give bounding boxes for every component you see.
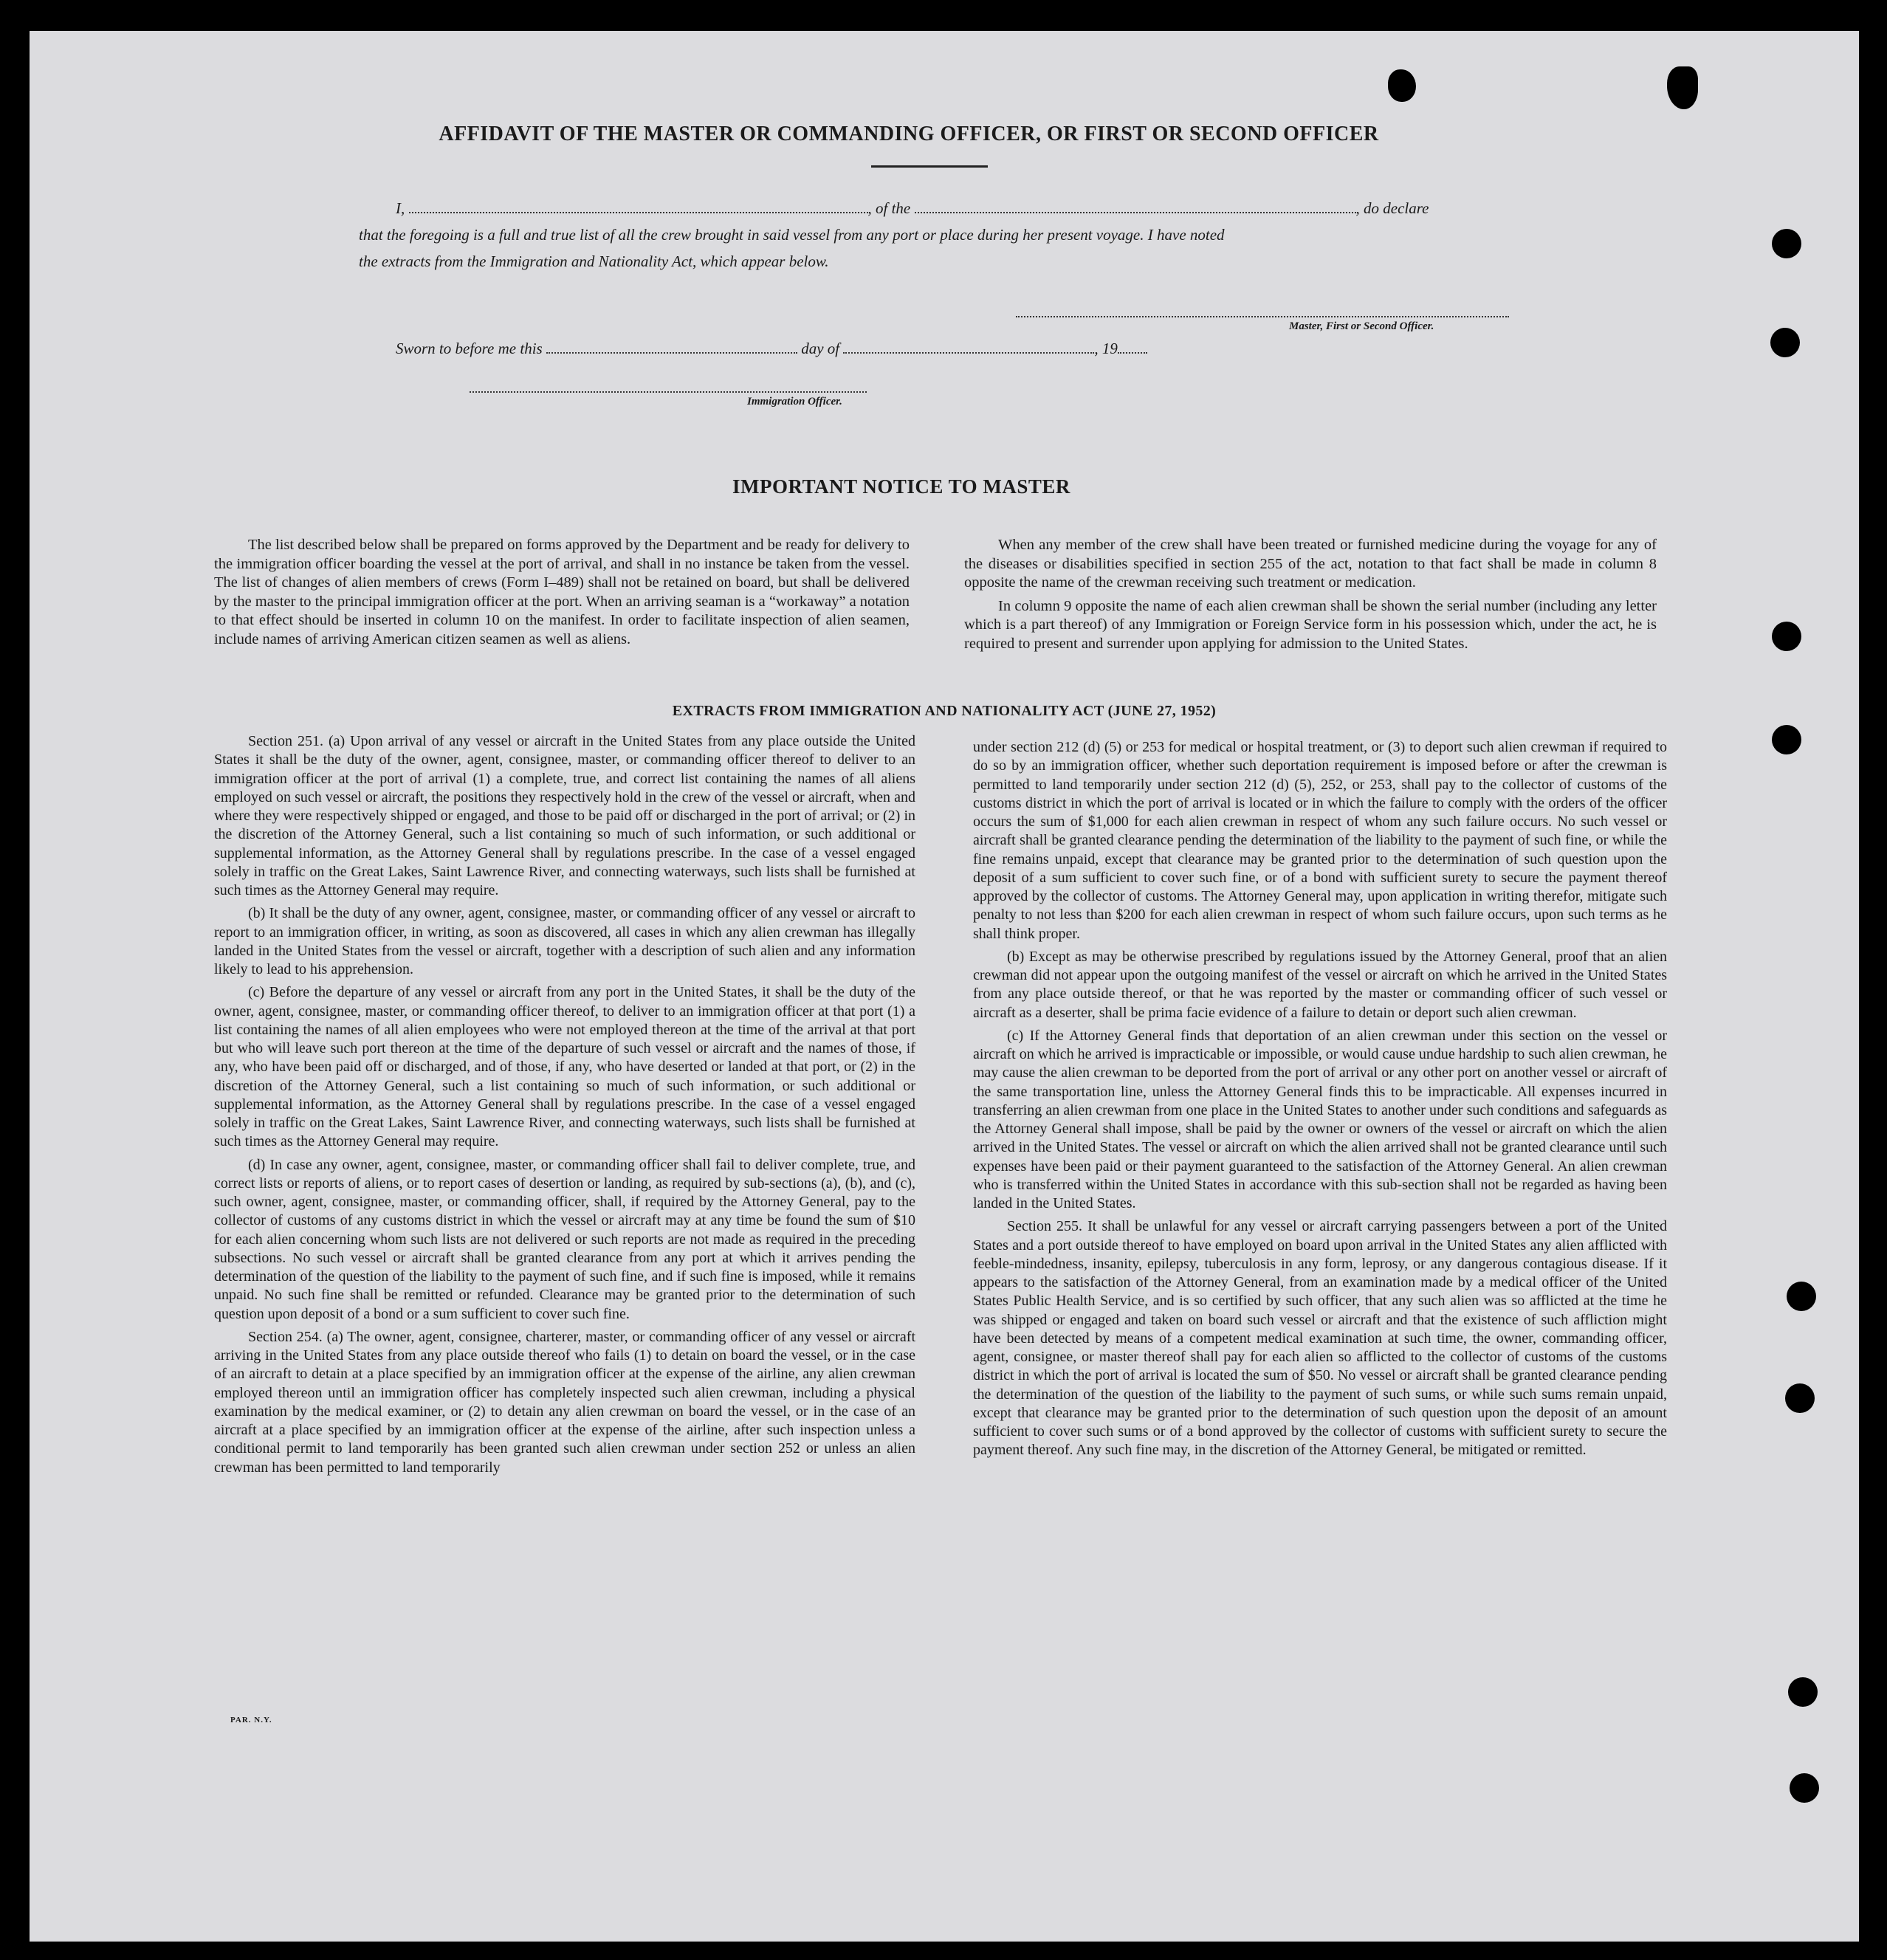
section-254-b: (b) Except as may be otherwise prescribed by regulations issued by the Attorney General, proof that an alien crewman did not appear upon the outgoing manifest of the vessel or aircraft on which he arrived in the United States from any place outside thereof, or that he was reported by the master or commanding officer of such vessel or aircraft as a deserter, shall be prima facie evidence of a failure to detain or deport such alien crewman.	[973, 948, 1667, 1021]
section-251-c: (c) Before the departure of any vessel or aircraft from any port in the United States, it shall be the duty of the owner, agent, consignee, master, or commanding officer thereof, to deliver to an immigration officer at that port (1) a list containing the names of all alien employees who were not employed thereon at the time of the arrival at that port but who will leave such port thereon at the time of the departure of such vessel or aircraft and the names of those, if any, who have been paid off or discharged, and of those, if any, who have deserted or landed at that port, or (2) in the discretion of the Attorney General, such a list containing so much of such information, or such additional or supplemental information, as the Attorney General shall by regulations prescribe. In the case of a vessel engaged solely in traffic on the Great Lakes, Saint Lawrence River, and connecting waterways, such lists shall be furnished at such times as the Attorney General may require.	[214, 984, 915, 1150]
section-255: Section 255. It shall be unlawful for any vessel or aircraft carrying passengers between a port of the United States and a port outside thereof to have employed on board upon arrival in the United States any alien afflicted with feeble-mindedness, insanity, epilepsy, tuberculosis in any form, leprosy, or any dangerous contagious disease. If it appears to the satisfaction of the Attorney General, from an examination made by a medical officer of the United States Public Health Service, and is so certified by such officer, that any such alien was so afflicted at the time he was shipped or engaged and taken on board such vessel or aircraft and that the existence of such affliction might have been detected by means of a competent medical examination at such time, the owner, commanding officer, agent, consignee, or master thereof shall pay for each alien so afflicted to the collector of customs of the customs district in which the port of arrival is located the sum of $50. No vessel or aircraft shall be granted clearance pending the determination of the question of the liability to the payment of such sums, or while such sums remain unpaid, except that clearance may be granted prior to the determination of such question upon the deposit of an amount sufficient to cover such sums or of a bond approved by the collector of customs with sufficient surety to secure the payment thereof. Any such fine may, in the discretion of the Attorney General, be mitigated or remitted.	[973, 1218, 1667, 1459]
declare-i-label: I,	[396, 199, 405, 217]
section-251-b: (b) It shall be the duty of any owner, agent, consignee, master, or commanding officer of any vessel or aircraft to report to an immigration officer, in writing, as soon as discovered, all cases in which any alien crewman has illegally landed in the United States from the vessel or aircraft, together with a description of such alien and any information likely to lead to his apprehension.	[214, 905, 915, 977]
do-declare-label: , do declare	[1355, 199, 1429, 217]
punch-hole	[1787, 1282, 1816, 1311]
extracts-right-column	[973, 738, 1667, 1465]
section-251-d: (d) In case any owner, agent, consignee, master, or commanding officer shall fail to deliver complete, true, and correct lists or reports of aliens, or to report cases of desertion or landing, as required by sub-sections (a), (b), and (c), such owner, agent, consignee, master, or commanding officer, shall, if required by the Attorney General, pay to the collector of customs of any customs district in which the vessel or aircraft may at any time be found the sum of $10 for each alien concerning whom such lists are not delivered or such reports are not made as required in the preceding subsections. No such vessel or aircraft shall be granted clearance from any port at which it arrives pending the determination of the question of the liability to the payment of such fine, and if such fine is imposed, while it remains unpaid. No such fine shall be remitted or refunded. Clearance may be granted prior to the determination of such question upon deposit of a bond or a sum sufficient to cover such fine.	[214, 1156, 915, 1322]
notice-right-paragraph-1: When any member of the crew shall have been treated or furnished medicine during the voyage for any of the diseases or disabilities specified in section 255 of the act, notation to that fact shall be made in column 8 opposite the name of the crewman receiving such treatment or medication.	[964, 537, 1657, 591]
year-label: , 19	[1094, 340, 1118, 357]
sworn-label: Sworn to before me this	[396, 340, 543, 357]
affidavit-title: AFFIDAVIT OF THE MASTER OR COMMANDING OFFICER, OR FIRST OR SECOND OFFICER	[439, 123, 1379, 145]
officer-signature-label: Immigration Officer.	[747, 396, 842, 408]
punch-hole	[1772, 725, 1801, 754]
of-the-label: , of the	[867, 199, 911, 217]
ink-blot	[1667, 66, 1698, 109]
notice-right-paragraph-2: In column 9 opposite the name of each alien crewman shall be shown the serial number (including any letter which is a part thereof) of any Immigration or Foreign Service form in his possession which, under the act, he is required to present and surrender upon applying for admission to the United States.	[964, 597, 1657, 652]
declaration-line-2: that the foregoing is a full and true list of all the crew brought in said vessel from any port or place during her present voyage. I have noted	[359, 226, 1225, 244]
sworn-month-field[interactable]	[843, 342, 1094, 354]
day-of-label: day of	[801, 340, 840, 357]
document-page	[30, 31, 1859, 1942]
master-signature-line[interactable]	[1016, 316, 1509, 317]
declaration-line-1	[396, 199, 1429, 218]
notice-right-column	[964, 536, 1657, 659]
ink-blot	[1388, 69, 1416, 102]
declaration-line-3: the extracts from the Immigration and Nationality Act, which appear below.	[359, 252, 829, 270]
sworn-year-field[interactable]	[1118, 342, 1147, 354]
punch-hole	[1772, 622, 1801, 651]
punch-hole	[1788, 1677, 1818, 1707]
sworn-line	[396, 340, 1147, 358]
notice-title: IMPORTANT NOTICE TO MASTER	[732, 475, 1070, 498]
officer-signature-line[interactable]	[470, 391, 867, 393]
section-251-a: Section 251. (a) Upon arrival of any vessel or aircraft in the United States from any place outside the United States it shall be the duty of the owner, agent, consignee, master, or commanding officer thereof to deliver to an immigration officer at the port of arrival (1) a complete, true, and correct list containing the names of all aliens employed on such vessel or aircraft, the positions they respectively hold in the crew of the vessel or aircraft, when and where they were respectively shipped or engaged, and those to be paid off or discharged in the port of arrival; or (2) in the discretion of the Attorney General, such a list containing so much of such information, or such additional or supplemental information, as the Attorney General shall by regulations prescribe. In the case of a vessel engaged solely in traffic on the Great Lakes, Saint Lawrence River, and connecting waterways, such lists shall be furnished at such times as the Attorney General may require.	[214, 733, 915, 898]
vessel-field[interactable]	[915, 202, 1356, 213]
title-rule	[871, 165, 988, 168]
extracts-title: EXTRACTS FROM IMMIGRATION AND NATIONALITY ACT (JUNE 27, 1952)	[672, 703, 1217, 719]
punch-hole	[1785, 1383, 1815, 1413]
master-signature-label: Master, First or Second Officer.	[1289, 320, 1434, 332]
name-field[interactable]	[409, 202, 868, 213]
punch-hole	[1790, 1773, 1819, 1803]
extracts-left-column	[214, 732, 915, 1482]
notice-left-column	[214, 536, 910, 654]
sworn-day-field[interactable]	[546, 342, 797, 354]
punch-hole	[1770, 328, 1800, 357]
punch-hole	[1772, 229, 1801, 258]
printer-mark: PAR. N.Y.	[230, 1716, 272, 1725]
section-254-a-continued: under section 212 (d) (5) or 253 for medical or hospital treatment, or (3) to deport such alien crewman if required to do so by an immigration officer, whether such deportation requirement is imposed before or after the crewman is permitted to land temporarily under section 212 (d) (5), 252, or 253, shall pay to the collector of customs of the customs district in which the port of arrival is located or in which the failure to comply with the orders of the officer occurs the sum of $1,000 for each alien crewman in respect of whom any such failure occurs. No such vessel or aircraft shall be granted clearance pending the determination of the liability to the payment of such fine, or while the fine remains unpaid, except that clearance may be granted prior to the determination of such question upon the deposit of a sum sufficient to cover such fine, or of a bond with sufficient surety to secure the payment thereof approved by the collector of customs. The Attorney General may, upon application in writing therefor, mitigate such penalty to not less than $200 for each alien crewman in respect of whom such failure occurs, upon such terms as he shall think proper.	[973, 739, 1667, 942]
notice-left-paragraph: The list described below shall be prepared on forms approved by the Department and be ready for delivery to the immigration officer boarding the vessel at the port of arrival, and shall in no instance be taken from the vessel. The list of changes of alien members of crews (Form I–489) shall not be retained on board, but shall be delivered by the master to the principal immigration officer at the port. When an arriving seaman is a “workaway” a notation to that effect should be inserted in column 10 on the manifest. In order to facilitate inspection of alien seamen, include names of arriving American citizen seamen as well as aliens.	[214, 537, 910, 647]
section-254-c: (c) If the Attorney General finds that deportation of an alien crewman under this section on the vessel or aircraft on which he arrived is impracticable or impossible, or would cause undue hardship to such alien crewman, he may cause the alien crewman to be deported from the port of arrival or any other port on another vessel or aircraft of the same transportation line, unless the Attorney General finds this to be impracticable. All expenses incurred in transferring an alien crewman from one place in the United States to another under such conditions and safeguards as the Attorney General shall impose, shall be paid by the owner or owners of the vessel or aircraft on which the alien arrived in the United States. The vessel or aircraft on which the alien arrived shall not be granted clearance until such expenses have been paid or their payment guaranteed to the satisfaction of the Attorney General. An alien crewman who is transferred within the United States in accordance with this sub-section shall not be regarded as having been landed in the United States.	[973, 1027, 1667, 1211]
section-254-a: Section 254. (a) The owner, agent, consignee, charterer, master, or commanding officer of any vessel or aircraft arriving in the United States from any place outside thereof who fails (1) to detain on board the vessel, or in the case of an aircraft to detain at a place specified by an immigration officer at the expense of the airline, any alien crewman employed thereon until an immigration officer has completely inspected such alien crewman, including a physical examination by the medical examiner, or (2) to detain any alien crewman on board the vessel, or in the case of an aircraft at a place specified by an immigration officer at the expense of the airline, after such inspection unless a conditional permit to land temporarily has been granted such alien crewman under section 252 or unless an alien crewman has been permitted to land temporarily	[214, 1328, 915, 1476]
